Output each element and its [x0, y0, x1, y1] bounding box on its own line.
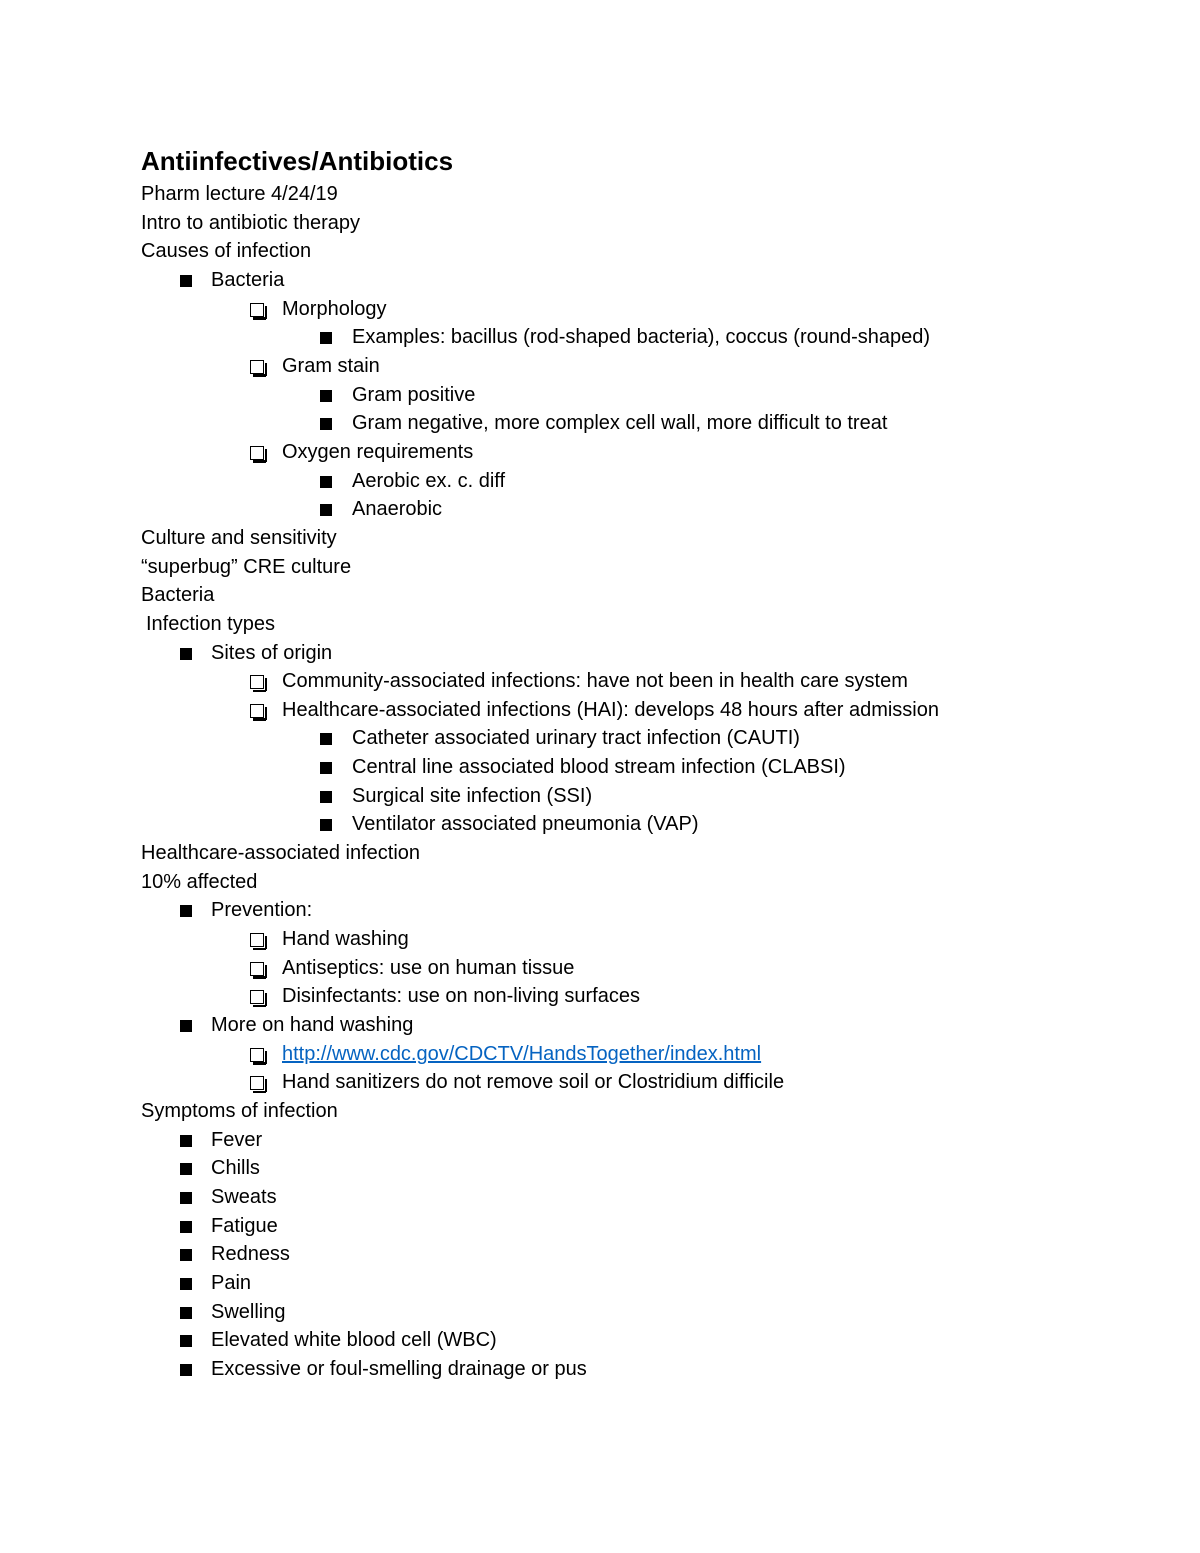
shadow-box-bullet-icon — [250, 446, 264, 460]
square-bullet-icon — [180, 1278, 192, 1290]
line-text: Anaerobic — [352, 498, 443, 521]
square-bullet-icon — [180, 1020, 192, 1032]
list-item — [0, 352, 1200, 381]
list-item — [0, 381, 1200, 410]
line-text: Gram positive — [352, 383, 476, 406]
list-item — [0, 209, 1200, 238]
square-bullet-icon — [180, 648, 192, 660]
list-item — [0, 1212, 1200, 1241]
list-item — [0, 438, 1200, 467]
line-text: Pain — [211, 1271, 252, 1294]
shadow-box-bullet-icon — [250, 675, 264, 689]
line-text: “superbug” CRE culture — [141, 555, 352, 578]
square-bullet-icon — [320, 762, 332, 774]
shadow-box-bullet-icon — [250, 1048, 264, 1062]
line-text: Infection types — [146, 612, 275, 635]
list-item — [0, 1154, 1200, 1183]
list-item — [0, 753, 1200, 782]
line-text: Fatigue — [211, 1214, 278, 1237]
list-item — [0, 1097, 1200, 1126]
square-bullet-icon — [180, 1335, 192, 1347]
line-text: More on hand washing — [211, 1014, 414, 1037]
line-text: Surgical site infection (SSI) — [352, 784, 593, 807]
line-text: 10% affected — [141, 870, 258, 893]
line-text: Chills — [211, 1157, 260, 1180]
list-item-link[interactable] — [0, 1040, 1200, 1069]
square-bullet-icon — [180, 1221, 192, 1233]
line-text: Bacteria — [141, 584, 215, 607]
line-text: Examples: bacillus (rod-shaped bacteria), coccus (round-shaped) — [352, 326, 931, 349]
line-text: Morphology — [282, 297, 387, 320]
list-item — [0, 581, 1200, 610]
list-item — [0, 266, 1200, 295]
square-bullet-icon — [180, 1249, 192, 1261]
line-text: Hand sanitizers do not remove soil or Clostridium difficile — [282, 1071, 785, 1094]
line-text: Community-associated infections: have not been in health care system — [282, 670, 908, 693]
list-item — [0, 1269, 1200, 1298]
square-bullet-icon — [180, 1163, 192, 1175]
hyperlink[interactable]: http://www.cdc.gov/CDCTV/HandsTogether/index.html — [282, 1042, 762, 1065]
shadow-box-bullet-icon — [250, 360, 264, 374]
document-title: Antiinfectives/Antibiotics — [141, 146, 454, 176]
list-item — [0, 237, 1200, 266]
line-text: Bacteria — [211, 268, 285, 291]
line-text: Causes of infection — [141, 240, 312, 263]
line-text: Antiseptics: use on human tissue — [282, 956, 575, 979]
list-item — [0, 696, 1200, 725]
line-text: Oxygen requirements — [282, 440, 474, 463]
list-item — [0, 1298, 1200, 1327]
list-item — [0, 1011, 1200, 1040]
square-bullet-icon — [320, 504, 332, 516]
square-bullet-icon — [180, 1135, 192, 1147]
list-item — [0, 868, 1200, 897]
list-item — [0, 982, 1200, 1011]
square-bullet-icon — [180, 275, 192, 287]
square-bullet-icon — [180, 1364, 192, 1376]
list-item — [0, 896, 1200, 925]
line-text: Healthcare-associated infection — [141, 842, 421, 865]
shadow-box-bullet-icon — [250, 933, 264, 947]
list-item — [0, 1068, 1200, 1097]
line-text: Disinfectants: use on non-living surfaces — [282, 985, 640, 1008]
line-text: Gram stain — [282, 354, 380, 377]
list-item — [0, 553, 1200, 582]
square-bullet-icon — [320, 418, 332, 430]
list-item — [0, 839, 1200, 868]
line-text: Sweats — [211, 1185, 277, 1208]
square-bullet-icon — [320, 733, 332, 745]
shadow-box-bullet-icon — [250, 704, 264, 718]
shadow-box-bullet-icon — [250, 990, 264, 1004]
line-text: Excessive or foul-smelling drainage or pus — [211, 1357, 587, 1380]
list-item — [0, 409, 1200, 438]
line-text: Intro to antibiotic therapy — [141, 211, 361, 234]
line-text: Gram negative, more complex cell wall, more difficult to treat — [352, 412, 888, 435]
line-text: Swelling — [211, 1300, 286, 1323]
square-bullet-icon — [180, 1192, 192, 1204]
shadow-box-bullet-icon — [250, 962, 264, 976]
shadow-box-bullet-icon — [250, 303, 264, 317]
line-text: Central line associated blood stream infection (CLABSI) — [352, 756, 846, 779]
document-body — [0, 180, 1200, 1384]
list-item — [0, 724, 1200, 753]
line-text: Aerobic ex. c. diff — [352, 469, 506, 492]
line-text: Healthcare-associated infections (HAI): develops 48 hours after admission — [282, 698, 939, 721]
square-bullet-icon — [320, 332, 332, 344]
line-text: Prevention: — [211, 899, 313, 922]
square-bullet-icon — [320, 390, 332, 402]
list-item — [0, 667, 1200, 696]
list-item — [0, 610, 1200, 639]
list-item — [0, 1326, 1200, 1355]
line-text: Elevated white blood cell (WBC) — [211, 1329, 497, 1352]
list-item — [0, 467, 1200, 496]
square-bullet-icon — [180, 905, 192, 917]
square-bullet-icon — [180, 1307, 192, 1319]
line-text: Fever — [211, 1128, 263, 1151]
list-item — [0, 524, 1200, 553]
list-item — [0, 323, 1200, 352]
line-text: Redness — [211, 1243, 290, 1266]
list-item — [0, 925, 1200, 954]
line-text: Symptoms of infection — [141, 1100, 338, 1122]
list-item — [0, 782, 1200, 811]
list-item — [0, 495, 1200, 524]
square-bullet-icon — [320, 476, 332, 488]
shadow-box-bullet-icon — [250, 1076, 264, 1090]
line-text: Culture and sensitivity — [141, 526, 337, 549]
line-text: Ventilator associated pneumonia (VAP) — [352, 813, 699, 836]
line-text: Pharm lecture 4/24/19 — [141, 183, 338, 205]
list-item — [0, 810, 1200, 839]
list-item — [0, 639, 1200, 668]
list-item — [0, 180, 1200, 209]
line-text: Hand washing — [282, 928, 409, 951]
square-bullet-icon — [320, 819, 332, 831]
list-item — [0, 954, 1200, 983]
square-bullet-icon — [320, 791, 332, 803]
line-text: Sites of origin — [211, 641, 333, 664]
line-text: Catheter associated urinary tract infection (CAUTI) — [352, 727, 800, 750]
list-item — [0, 1240, 1200, 1269]
list-item — [0, 1183, 1200, 1212]
list-item — [0, 1126, 1200, 1155]
list-item — [0, 295, 1200, 324]
list-item — [0, 1355, 1200, 1384]
